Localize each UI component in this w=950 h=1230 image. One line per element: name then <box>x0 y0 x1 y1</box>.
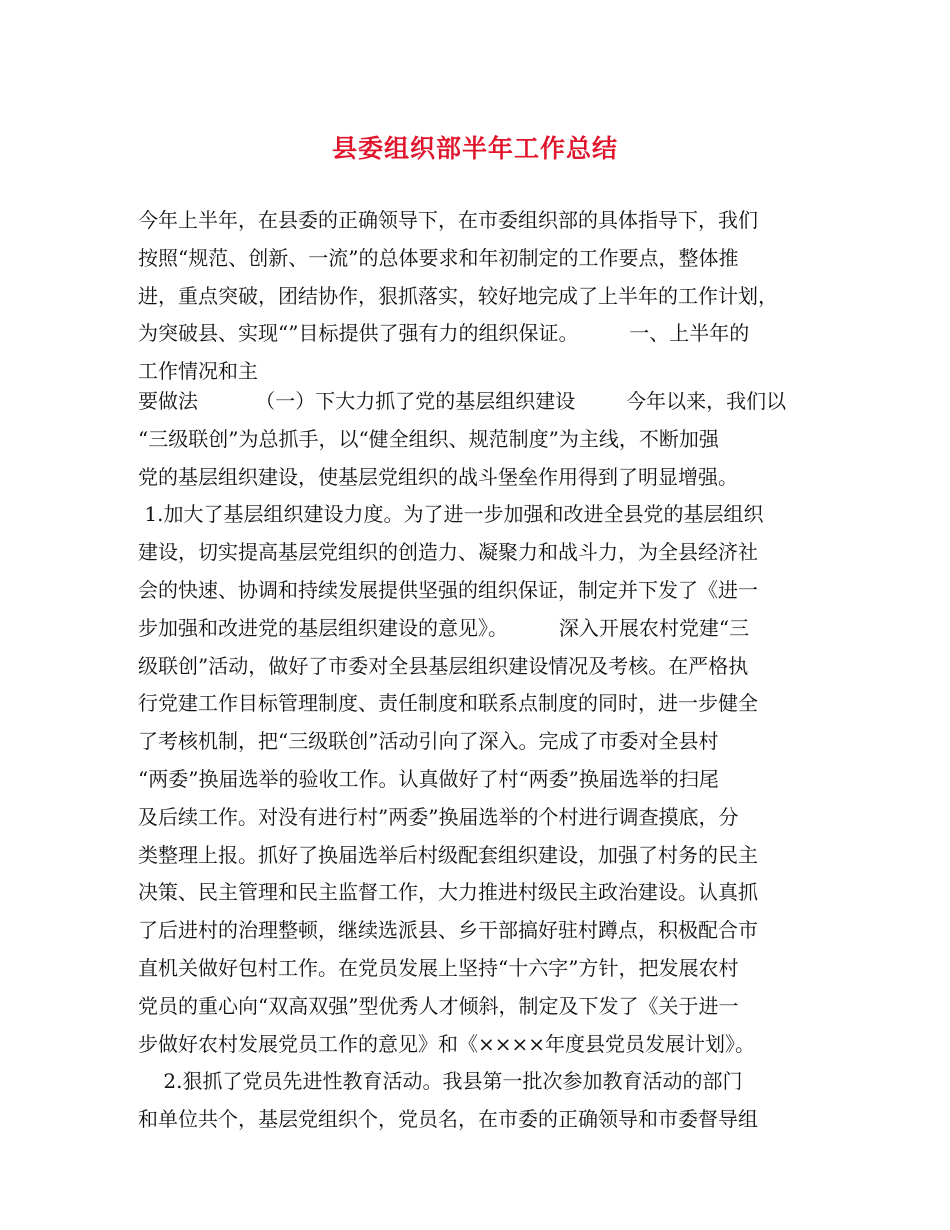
body-line: 类整理上报。抓好了换届选举后村级配套组织建设，加强了村务的民主 <box>138 842 758 867</box>
document-body <box>138 202 818 1139</box>
body-line: 党的基层组织建设，使基层党组织的战斗堡垒作用得到了明显增强。 <box>138 464 738 489</box>
body-line: 决策、民主管理和民主监督工作，大力推进村级民主政治建设。认真抓 <box>138 880 758 905</box>
body-line: 2.狠抓了党员先进性教育活动。我县第一批次参加教育活动的部门 <box>138 1069 743 1094</box>
body-line: 及后续工作。对没有进行村”两委”换届选举的个村进行调查摸底，分 <box>138 804 739 829</box>
body-line: 建设，切实提高基层党组织的创造力、凝聚力和战斗力，为全县经济社 <box>138 540 758 565</box>
body-line: 进，重点突破，团结协作，狠抓落实，较好地完成了上半年的工作计划， <box>138 283 778 308</box>
body-line: 1.加大了基层组织建设力度。为了进一步加强和改进全县党的基层组织 <box>138 502 764 527</box>
body-line: 要做法 （一）下大力抓了党的基层组织建设 今年以来，我们以 <box>138 388 787 413</box>
body-line: “三级联创”为总抓手，以“健全组织、规范制度”为主线，不断加强 <box>138 426 719 451</box>
body-line: 按照“规范、创新、一流”的总体要求和年初制定的工作要点，整体推 <box>138 245 739 270</box>
body-line: 了考核机制，把“三级联创”活动引向了深入。完成了市委对全县村 <box>138 729 719 754</box>
body-line: 党员的重心向“双高双强”型优秀人才倾斜，制定及下发了《关于进一 <box>138 993 739 1018</box>
body-line: “两委”换届选举的验收工作。认真做好了村“两委”换届选举的扫尾 <box>138 766 719 791</box>
body-line: 步加强和改进党的基层组织建设的意见》。 深入开展农村党建“三 <box>138 615 750 640</box>
body-line: 直机关做好包村工作。在党员发展上坚持“十六字”方针，把发展农村 <box>138 955 739 980</box>
body-line: 为突破县、实现“”目标提供了强有力的组织保证。 一、上半年的 <box>138 321 750 346</box>
body-line: 了后进村的治理整顿，继续选派县、乡干部搞好驻村蹲点，积极配合市 <box>138 918 758 943</box>
body-line: 级联创”活动，做好了市委对全县基层组织建设情况及考核。在严格执 <box>138 653 749 678</box>
body-line: 行党建工作目标管理制度、责任制度和联系点制度的同时，进一步健全 <box>138 691 758 716</box>
body-line: 和单位共个，基层党组织个，党员名，在市委的正确领导和市委督导组 <box>138 1107 758 1132</box>
body-line: 今年上半年，在县委的正确领导下，在市委组织部的具体指导下，我们 <box>138 208 758 232</box>
document-title: 县委组织部半年工作总结 <box>331 134 618 163</box>
body-line: 会的快速、协调和持续发展提供坚强的组织保证，制定并下发了《进一 <box>138 577 758 602</box>
body-line: 工作情况和主 <box>138 359 258 384</box>
body-line: 步做好农村发展党员工作的意见》和《××××年度县党员发展计划》。 <box>138 1031 756 1056</box>
